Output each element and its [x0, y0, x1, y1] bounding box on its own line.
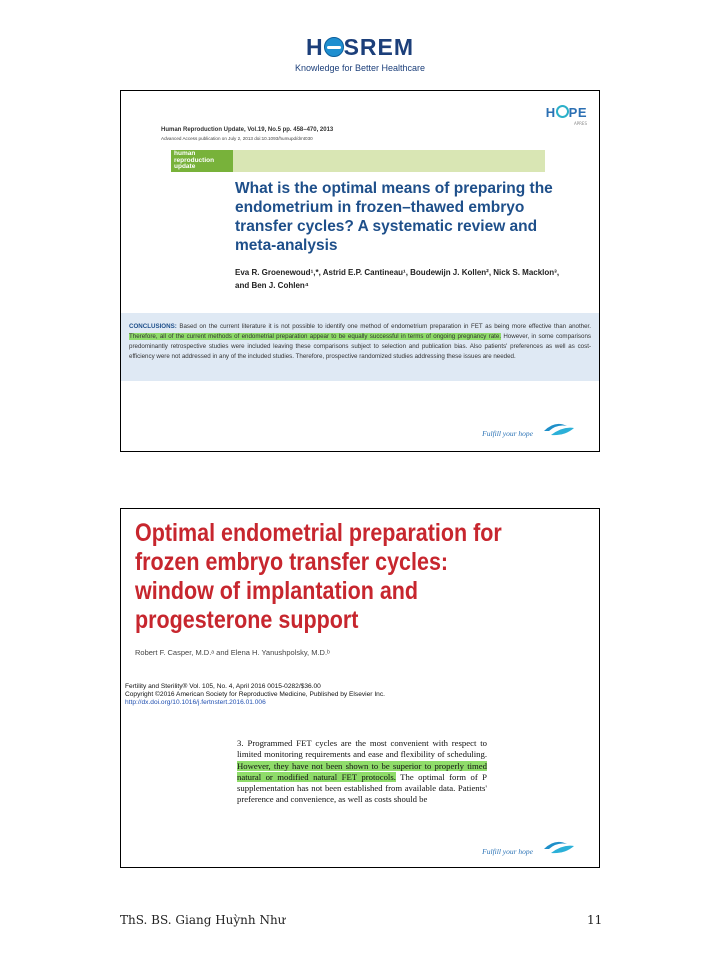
globe-icon — [324, 37, 344, 57]
hope-ring-icon — [556, 105, 569, 118]
leaf-logo-icon — [543, 840, 575, 854]
hope-logo-pre: H — [545, 105, 556, 120]
conclusions-highlight: Therefore, all of the current methods of endometrial preparation appear to be equally successful in terms of ongoing pregnancy rate. — [129, 333, 502, 340]
hope-logo-sub: APRES — [574, 121, 587, 126]
leaf-logo-icon — [543, 422, 575, 436]
excerpt-text — [237, 738, 487, 806]
article-authors: Robert F. Casper, M.D.ᵃ and Elena H. Yanushpolsky, M.D.ᵇ — [135, 648, 330, 657]
journal-line-1: Fertility and Sterility® Vol. 105, No. 4, April 2016 0015-0282/$36.00 — [125, 683, 321, 690]
hosrem-logo-text — [0, 34, 720, 61]
footer-author: ThS. BS. Giang Huỳnh Như — [120, 913, 286, 927]
excerpt-highlight: However, they have not been shown to be superior to properly timed natural or modified natural FET protocols. — [237, 760, 487, 782]
doi-link[interactable]: http://dx.doi.org/10.1016/j.fertnstert.2016.01.006 — [125, 699, 266, 706]
article-title: Optimal endometrial preparation for frozen embryo transfer cycles: window of implantation and progesterone support — [135, 519, 502, 634]
page-number: 11 — [587, 913, 603, 927]
journal-line-2: Copyright ©2016 American Society for Reproductive Medicine, Published by Elsevier Inc. — [125, 691, 385, 698]
fulfill-your-hope: Fulfill your hope — [482, 847, 533, 856]
advance-access-line: Advanced Access publication on July 2, 2013 doi:10.1093/humupd/dmt030 — [161, 136, 313, 141]
excerpt-number: 3. — [237, 738, 244, 748]
conclusions-part1: Based on the current literature it is not possible to identify one method of endometrium preparation in FET as being more effective than another. — [176, 323, 591, 330]
conclusions-text — [129, 322, 591, 362]
article-title: What is the optimal means of preparing the endometrium in frozen–thawed embryo transfer cycles? A systematic review and meta-analysis — [235, 180, 553, 254]
conclusions-part2: However, in some comparisons predominantly retrospective studies were included leaving these comparisons subject to selection and publication bias. Also patients' preferences as well as cost-efficiency were not addressed in any of the included studies. Therefore, prospective randomized studies addressing these issues are needed. — [129, 333, 591, 360]
excerpt-part2: The optimal form of P supplementation has not been established from available data. Patients' preference and convenience, as well as costs should be — [237, 771, 487, 805]
slide-1 — [120, 90, 600, 452]
journal-citation: Human Reproduction Update, Vol.19, No.5 pp. 458–470, 2013 — [161, 127, 334, 133]
conclusions-label: CONCLUSIONS: — [129, 323, 177, 330]
excerpt-part1: Programmed FET cycles are the most convenient with respect to limited monitoring requirements and ease and flexibility of scheduling. — [237, 738, 487, 760]
hosrem-logo-text-pre: H — [305, 34, 324, 60]
hosrem-tagline: Knowledge for Better Healthcare — [294, 63, 426, 73]
journal-name-box: human reproduction update — [171, 150, 233, 172]
hope-logo — [546, 105, 587, 120]
fulfill-your-hope: Fulfill your hope — [482, 429, 533, 438]
slide-2 — [120, 508, 600, 868]
hosrem-logo — [0, 34, 720, 73]
journal-citation — [125, 683, 385, 707]
hope-logo-post: PE — [568, 105, 587, 120]
article-authors: Eva R. Groenewoud¹,*, Astrid E.P. Cantineau¹, Boudewijn J. Kollen², Nick S. Macklon³, and Ben J. Cohlen⁴ — [235, 268, 560, 290]
hosrem-logo-text-post: SREM — [343, 34, 415, 60]
